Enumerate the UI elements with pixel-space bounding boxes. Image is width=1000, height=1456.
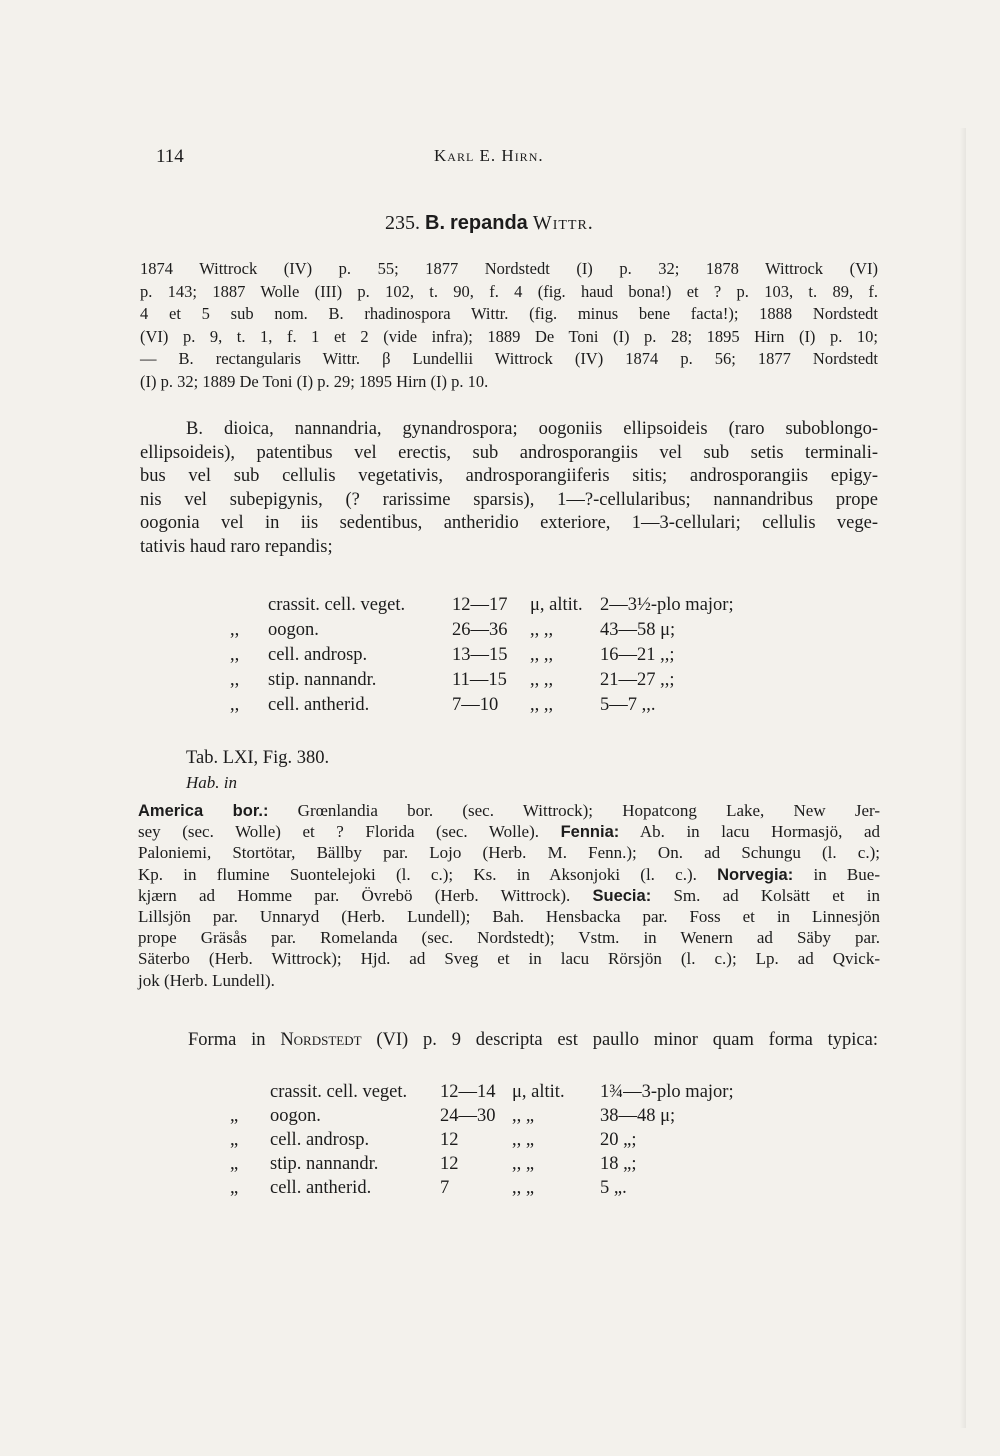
description-line: bus vel sub cellulis vegetativis, androsporangiiferis sitis; androsporangiis epigy- [140, 466, 878, 486]
locality-text: Ab. in lacu Hormasjö, ad [619, 822, 880, 842]
measure-range: 12—17 [452, 595, 508, 615]
measure-range: 12 [440, 1154, 459, 1174]
plate-reference: Tab. LXI, Fig. 380. [186, 748, 330, 768]
locality-text: Lillsjön par. Unnaryd (Herb. Lundell); Bah. Hensbacka par. Foss et in Linnesjön [138, 906, 880, 926]
measure-ditto: ,, [230, 670, 240, 690]
measure-ditto: ,, [230, 695, 240, 715]
measure-range: 13—15 [452, 645, 508, 665]
measure-alt: 38—48 μ; [600, 1106, 676, 1126]
measure-alt: 21—27 ,,; [600, 670, 675, 690]
measure-range: 12 [440, 1130, 459, 1150]
measure-sep: ,, „ [512, 1178, 535, 1198]
localities-block [138, 800, 880, 991]
measure-label: stip. nannandr. [270, 1154, 379, 1174]
locality-text: Sm. ad Kolsätt et in [651, 885, 880, 905]
reference-line: p. 143; 1887 Wolle (III) p. 102, t. 90, f. 4 (fig. haud bona!) et ? p. 103, t. 89, f. [140, 281, 878, 301]
locality-line [138, 864, 880, 885]
locality-line [138, 970, 880, 991]
measure-label: crassit. cell. veget. [270, 1082, 408, 1102]
measure-range: 11—15 [452, 670, 507, 690]
forma-note [188, 1030, 878, 1051]
reference-line: (VI) p. 9, t. 1, f. 1 et 2 (vide infra); 1889 De Toni (I) p. 28; 1895 Hirn (I) p. 10; [140, 326, 878, 346]
measure-alt: 16—21 ,,; [600, 645, 675, 665]
measure-ditto: ,, [230, 620, 240, 640]
measure-label: oogon. [268, 620, 319, 640]
description-line: oogonia vel in iis sedentibus, antheridio exteriore, 1—3-cellulari; cellulis vege- [140, 513, 878, 533]
locality-text: jok (Herb. Lundell). [138, 970, 275, 990]
habitat-label: Hab. in [186, 773, 237, 792]
locality-text: kjærn ad Homme par. Övrebö (Herb. Wittrock). [138, 885, 593, 905]
locality-line [138, 821, 880, 842]
locality-text: Paloniemi, Stortötar, Bällby par. Lojo (Herb. M. Fenn.); On. ad Schungu (l. c.); [138, 843, 880, 863]
measure-sep: ,, ,, [530, 620, 554, 640]
locality-text: sey (sec. Wolle) et ? Florida (sec. Wolle). [138, 822, 561, 842]
measure-label: cell. antherid. [268, 695, 370, 715]
measure-sep: μ, altit. [512, 1082, 565, 1102]
page-edge-shadow [960, 128, 966, 1428]
locality-line [138, 800, 880, 821]
locality-line [138, 842, 880, 863]
references-block [140, 258, 878, 393]
measure-sep: ,, „ [512, 1154, 535, 1174]
locality-text: Säterbo (Herb. Wittrock); Hjd. ad Sveg et in lacu Rörsjön (l. c.); Lp. ad Qvick- [138, 949, 880, 969]
measure-ditto: „ [230, 1106, 239, 1126]
measure-label: stip. nannandr. [268, 670, 377, 690]
measure-ditto: ,, [230, 645, 240, 665]
measure-label: oogon. [270, 1106, 321, 1126]
locality-line [138, 927, 880, 948]
description-line: B. dioica, nannandria, gynandrospora; oogoniis ellipsoideis (raro suboblongo- [186, 419, 878, 439]
reference-line: 4 et 5 sub nom. B. rhadinospora Wittr. (fig. minus bene facta!); 1888 Nordstedt [140, 304, 878, 323]
measure-alt: 18 „; [600, 1154, 637, 1174]
measure-label: crassit. cell. veget. [268, 595, 406, 615]
measure-range: 7 [440, 1178, 450, 1198]
description-block [140, 418, 878, 559]
measure-label: cell. androsp. [268, 645, 368, 665]
heading-number: 235. [385, 212, 420, 234]
measure-alt: 1¾—3-plo major; [600, 1082, 734, 1102]
heading-species: repanda [450, 212, 528, 234]
forma-text-c: (VI) p. 9 descripta est paullo minor quam forma typica: [376, 1030, 878, 1050]
locality-line [138, 885, 880, 906]
region-name: Norvegia: [717, 865, 794, 884]
measure-label: cell. androsp. [270, 1130, 370, 1150]
measure-sep: ,, ,, [530, 645, 554, 665]
description-line: nis vel subepigynis, (? rarissime sparsis), 1—?-cellularibus; nannandribus prope [140, 489, 878, 510]
measure-alt: 5 „. [600, 1178, 627, 1198]
region-name: Fennia: [560, 823, 620, 842]
reference-line: — B. rectangularis Wittr. β Lundellii Wittrock (IV) 1874 p. 56; 1877 Nordstedt [140, 349, 878, 368]
locality-text: Grœnlandia bor. (sec. Wittrock); Hopatcong Lake, New Jer- [268, 801, 880, 820]
measure-sep: μ, altit. [530, 595, 583, 615]
measure-ditto: „ [230, 1154, 239, 1174]
species-heading [385, 212, 594, 235]
measure-sep: ,, „ [512, 1130, 535, 1150]
heading-genus: B. [425, 212, 445, 234]
locality-line [138, 948, 880, 969]
measure-ditto: „ [230, 1130, 239, 1150]
locality-text: Kp. in flumine Suontelejoki (l. c.); Ks. in Aksonjoki (l. c.). [138, 864, 718, 884]
measure-alt: 2—3½-plo major; [600, 595, 734, 615]
measure-ditto: „ [230, 1178, 239, 1198]
description-line: ellipsoideis), patentibus vel erectis, sub androsporangiis vel sub setis terminali- [140, 442, 878, 463]
locality-text: prope Gräsås par. Romelanda (sec. Nordstedt); Vstm. in Wenern ad Säby par. [138, 928, 880, 948]
measure-range: 7—10 [452, 695, 499, 715]
locality-text: in Bue- [793, 864, 880, 884]
measure-sep: ,, „ [512, 1106, 535, 1126]
reference-line: (I) p. 32; 1889 De Toni (I) p. 29; 1895 Hirn (I) p. 10. [140, 371, 489, 391]
region-name: Suecia: [592, 886, 652, 905]
measure-alt: 5—7 ,,. [600, 695, 656, 715]
reference-line: 1874 Wittrock (IV) p. 55; 1877 Nordstedt (I) p. 32; 1878 Wittrock (VI) [140, 259, 878, 278]
region-name: America bor.: [138, 802, 269, 820]
heading-author: Wittr. [532, 212, 594, 234]
running-head: Karl E. Hirn. [434, 146, 544, 165]
forma-text-a: Forma in [188, 1030, 266, 1050]
measure-range: 26—36 [452, 620, 508, 640]
page-number: 114 [156, 146, 184, 167]
measure-alt: 43—58 μ; [600, 620, 676, 640]
forma-author: Nordstedt [280, 1030, 362, 1050]
measure-sep: ,, ,, [530, 695, 554, 715]
measure-alt: 20 „; [600, 1130, 637, 1150]
description-line: tativis haud raro repandis; [140, 536, 333, 557]
locality-line [138, 906, 880, 927]
measure-sep: ,, ,, [530, 670, 554, 690]
measure-range: 12—14 [440, 1082, 496, 1102]
measure-label: cell. antherid. [270, 1178, 372, 1198]
measure-range: 24—30 [440, 1106, 496, 1126]
